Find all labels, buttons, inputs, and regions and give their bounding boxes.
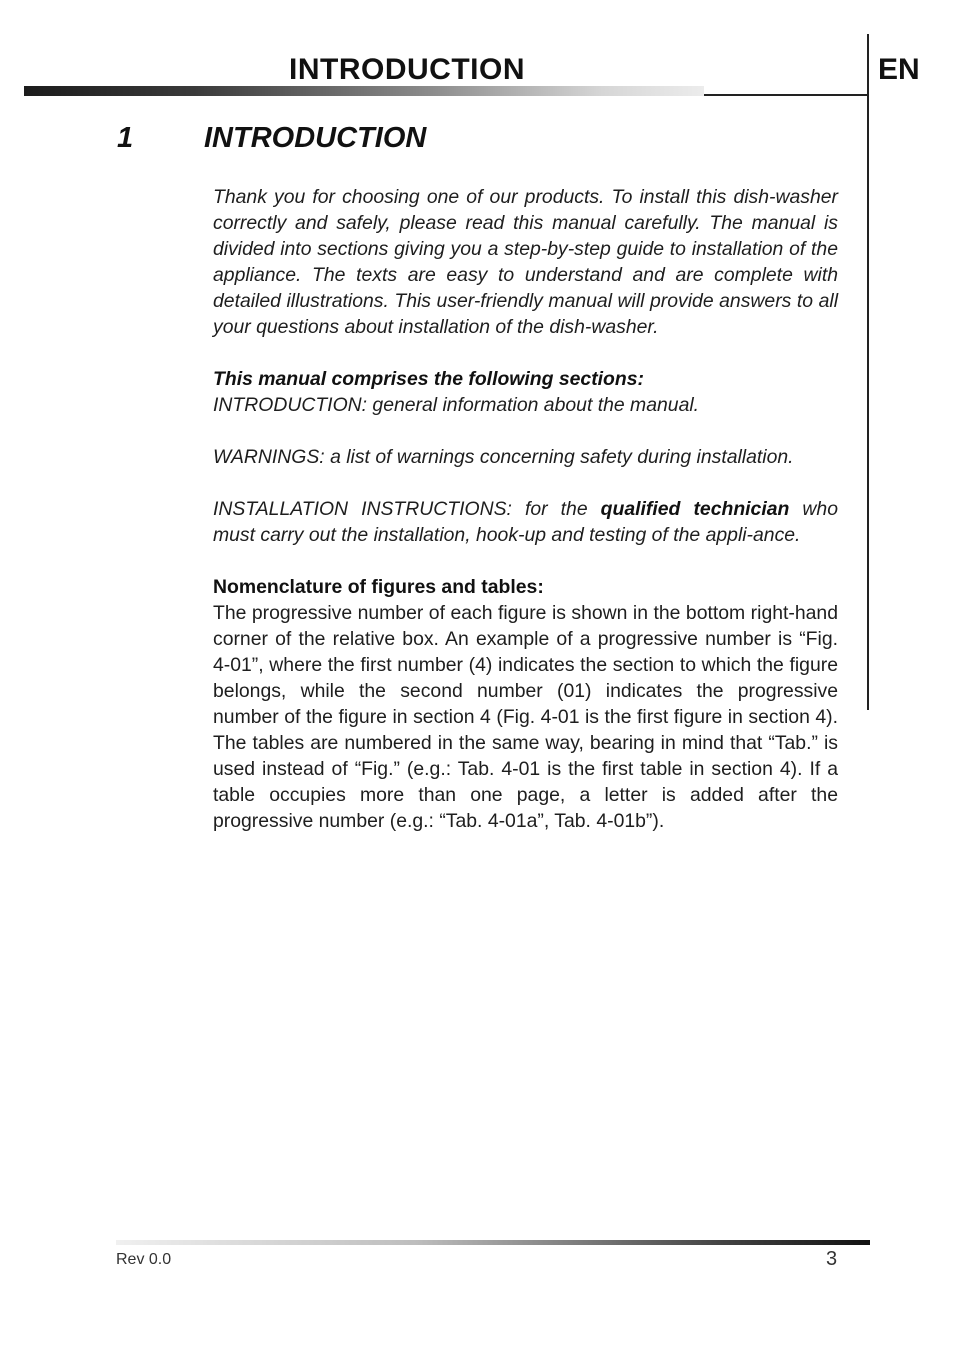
nomenclature-block [213, 574, 838, 834]
header-rule [704, 94, 868, 96]
item-installation-suffix: who must carry out the installation, hook-up and testing of the appli-ance. [213, 498, 838, 546]
header-gradient-bar [24, 86, 704, 96]
section-title: INTRODUCTION [204, 122, 427, 154]
language-label: EN [878, 53, 920, 86]
item-installation-bold: qualified technician [600, 498, 790, 520]
nomenclature-heading: Nomenclature of figures and tables: [213, 576, 544, 598]
sections-list [213, 366, 838, 418]
section-heading [117, 120, 426, 156]
section-number: 1 [117, 122, 134, 154]
intro-paragraph: Thank you for choosing one of our products. To install this dish-washer correctly and safely, please read this manual carefully. The manual is divided into sections giving you a step-by-step guide to installation of the appliance. The texts are easy to understand and are complete with detailed illustrations. This user-friendly manual will provide answers to all your questions about installation of the dish-washer. [213, 186, 838, 338]
item-warnings: WARNINGS: a list of warnings concerning safety during installation. [213, 446, 794, 468]
body-content [213, 184, 838, 860]
header-title: INTRODUCTION [289, 53, 525, 86]
footer-gradient-bar [116, 1240, 870, 1245]
sections-heading: This manual comprises the following sections: [213, 368, 644, 390]
nomenclature-text: The progressive number of each figure is shown in the bottom right-hand corner of the relative box. An example of a progressive number is “Fig. 4-01”, where the first number (4) indicates the section to which the figure belongs, while the second number (01) indicates the progressive number of the figure in section 4 (Fig. 4-01 is the first figure in section 4). The tables are numbered in the same way, bearing in mind that “Tab.” is used instead of “Fig.” (e.g.: Tab. 4-01 is the first table in section 4). If a table occupies more than one page, a letter is added after the progressive number (e.g.: “Tab. 4-01a”, Tab. 4-01b”). [213, 602, 838, 832]
item-introduction: INTRODUCTION: general information about the manual. [213, 394, 700, 416]
item-installation [213, 496, 838, 548]
revision-label: Rev 0.0 [116, 1251, 172, 1268]
margin-rule [867, 34, 869, 710]
item-installation-prefix: INSTALLATION INSTRUCTIONS: for the [213, 498, 601, 520]
page-number: 3 [826, 1248, 838, 1270]
